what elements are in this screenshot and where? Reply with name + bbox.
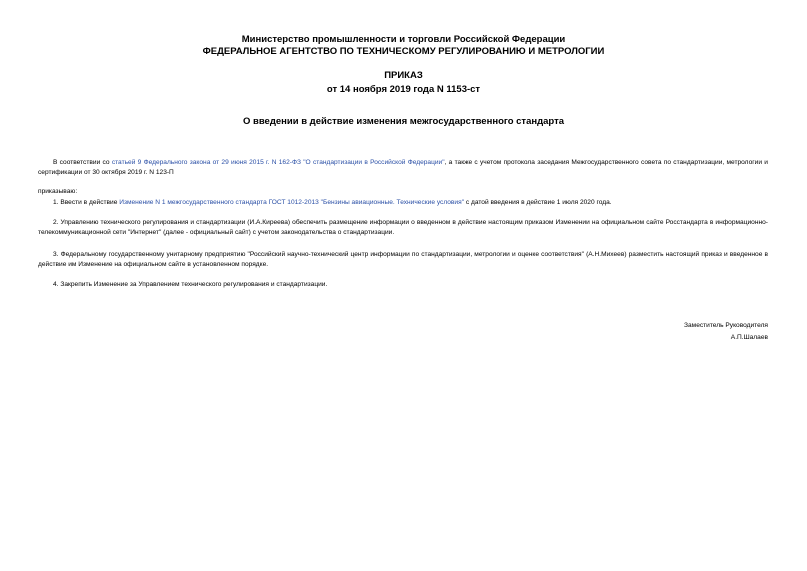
order-word: приказываю: (38, 188, 78, 195)
document-subject: О введении в действие изменения межгосударственного стандарта (242, 116, 565, 127)
preamble-paragraph (38, 158, 768, 178)
preamble-suffix: , а также с учетом протокола заседания Межгосударственного совета по стандартизации, метрологии и сертификации от 30 октября 2019 г. N 123-П (38, 159, 768, 176)
item-1 (38, 198, 768, 208)
signer-name: А.П.Шалаев (730, 334, 768, 341)
standard-amendment-link[interactable]: Изменение N 1 межгосударственного стандарта ГОСТ 1012-2013 "Бензины авиационные. Технические условия" (119, 199, 465, 206)
document-date-number: от 14 ноября 2019 года N 1153-ст (326, 84, 481, 95)
item-2: 2. Управлению технического регулирования и стандартизации (И.А.Киреева) обеспечить размещение информации о введенном в действие настоящим приказом Изменении на официальном сайте Росстандарта в информационно-телекоммуникационной сети "Интернет" (далее - официальный сайт) с учетом законодательства о стандартизации. (38, 219, 768, 236)
agency-name: ФЕДЕРАЛЬНОЕ АГЕНТСТВО ПО ТЕХНИЧЕСКОМУ РЕГУЛИРОВАНИЮ И МЕТРОЛОГИИ (202, 46, 605, 57)
item-3: 3. Федеральному государственному унитарному предприятию "Российский научно-технический центр информации по стандартизации, метрологии и оценке соответствия" (А.Н.Михеев) разместить настоящий приказ и введенное в действие им Изменение на официальном сайте в установленном порядке. (38, 251, 768, 268)
law-title-link[interactable]: "О стандартизации в Российской Федерации" (303, 159, 445, 166)
preamble-prefix: В соответствии со (53, 159, 112, 166)
item-1-suffix: с датой введения в действие 1 июля 2020 года. (464, 199, 612, 206)
item-1-prefix: 1. Ввести в действие (53, 199, 120, 206)
document-type: ПРИКАЗ (384, 70, 423, 81)
signer-position: Заместитель Руководителя (684, 322, 768, 329)
ministry-name: Министерство промышленности и торговли Российской Федерации (241, 34, 566, 45)
item-4: 4. Закрепить Изменение за Управлением технического регулирования и стандартизации. (53, 281, 328, 288)
law-article-link[interactable]: статьей 9 Федерального закона от 29 июня 2015 г. N 162-ФЗ (111, 159, 301, 166)
